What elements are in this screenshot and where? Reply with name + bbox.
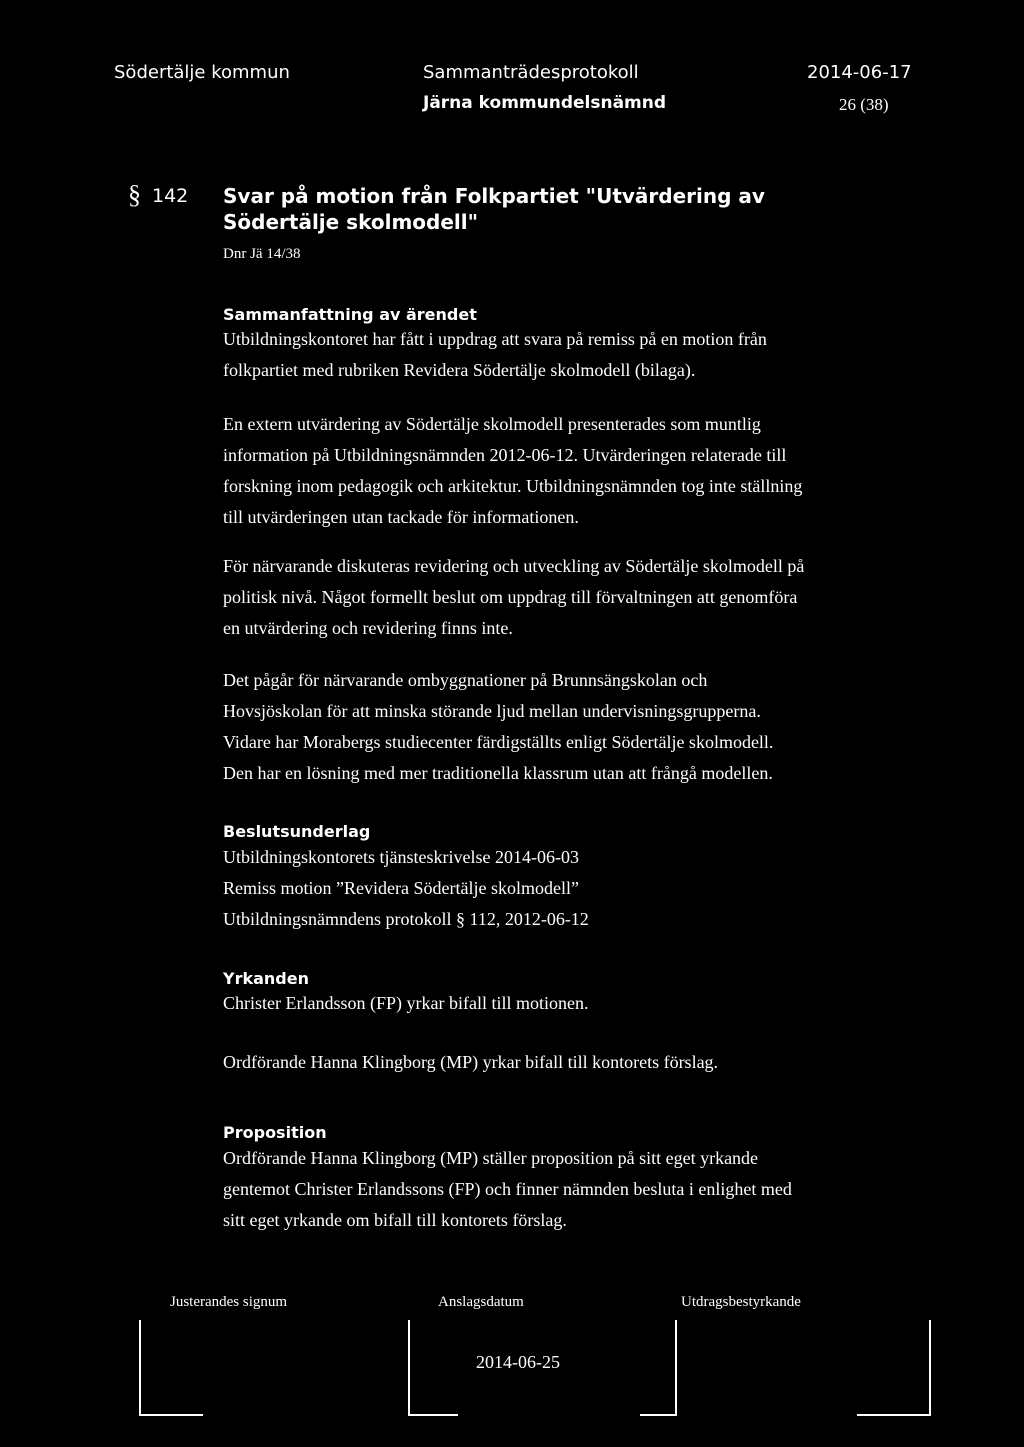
basis-list bbox=[223, 842, 589, 935]
table-divider-1 bbox=[408, 1320, 410, 1416]
table-border-right bbox=[929, 1320, 931, 1416]
text-line: folkpartiet med rubriken Revidera Södertälje skolmodell (bilaga). bbox=[223, 360, 696, 380]
text-line: Den har en lösning med mer traditionella klassrum utan att frångå modellen. bbox=[223, 763, 773, 783]
text-line: sitt eget yrkande om bifall till kontorets förslag. bbox=[223, 1210, 567, 1230]
section-title-line-1: Svar på motion från Folkpartiet "Utvärdering av bbox=[223, 184, 765, 208]
list-item: Ordförande Hanna Klingborg (MP) yrkar bifall till kontorets förslag. bbox=[223, 1052, 719, 1072]
motions-heading: Yrkanden bbox=[223, 969, 309, 988]
section-title-line-2: Södertälje skolmodell" bbox=[223, 210, 479, 234]
summary-heading: Sammanfattning av ärendet bbox=[223, 305, 477, 324]
proposition-paragraph bbox=[223, 1143, 792, 1236]
proposition-heading: Proposition bbox=[223, 1123, 327, 1142]
table-divider-2 bbox=[675, 1320, 677, 1416]
certification-label: Utdragsbestyrkande bbox=[681, 1294, 801, 1310]
summary-paragraph-4 bbox=[223, 665, 773, 789]
table-bottom-segment bbox=[408, 1414, 458, 1416]
text-line: en utvärdering och revidering finns inte. bbox=[223, 618, 513, 638]
signature-label: Justerandes signum bbox=[170, 1294, 288, 1310]
page-number: 26 (38) bbox=[839, 95, 889, 114]
summary-paragraph-1 bbox=[223, 324, 767, 386]
list-item: Remiss motion ”Revidera Södertälje skolmodell” bbox=[223, 878, 579, 898]
motion-item-1 bbox=[223, 988, 588, 1019]
list-item: Utbildningsnämndens protokoll § 112, 2012-06-12 bbox=[223, 909, 589, 929]
text-line: forskning inom pedagogik och arkitektur. Utbildningsnämnden tog inte ställning bbox=[223, 476, 803, 496]
summary-paragraph-2 bbox=[223, 409, 802, 533]
text-line: En extern utvärdering av Södertälje skolmodell presenterades som muntlig bbox=[223, 414, 761, 434]
table-bottom-segment bbox=[640, 1414, 677, 1416]
posting-date-label: Anslagsdatum bbox=[438, 1294, 524, 1310]
section-number: 142 bbox=[152, 185, 189, 207]
basis-heading: Beslutsunderlag bbox=[223, 822, 371, 841]
text-line: Ordförande Hanna Klingborg (MP) ställer proposition på sitt eget yrkande bbox=[223, 1148, 759, 1168]
committee-name: Järna kommundelsnämnd bbox=[423, 93, 667, 113]
summary-paragraph-3 bbox=[223, 551, 804, 644]
text-line: information på Utbildningsnämnden 2012-06-12. Utvärderingen relaterade till bbox=[223, 445, 787, 465]
text-line: gentemot Christer Erlandssons (FP) och finner nämnden besluta i enlighet med bbox=[223, 1179, 792, 1199]
table-border-left bbox=[139, 1320, 141, 1416]
posting-date-value: 2014-06-25 bbox=[476, 1352, 560, 1372]
text-line: till utvärderingen utan tackade för informationen. bbox=[223, 507, 579, 527]
motion-item-2 bbox=[223, 1047, 718, 1078]
case-number: Dnr Jä 14/38 bbox=[223, 246, 301, 262]
text-line: politisk nivå. Något formellt beslut om uppdrag till förvaltningen att genomföra bbox=[223, 587, 798, 607]
text-line: Vidare har Morabergs studiecenter färdigställts enligt Södertälje skolmodell. bbox=[223, 732, 774, 752]
table-bottom-segment bbox=[139, 1414, 203, 1416]
meeting-date: 2014-06-17 bbox=[807, 62, 912, 83]
text-line: Det pågår för närvarande ombyggnationer på Brunnsängskolan och bbox=[223, 670, 708, 690]
text-line: Hovsjöskolan för att minska störande ljud mellan undervisningsgrupperna. bbox=[223, 701, 761, 721]
list-item: Utbildningskontorets tjänsteskrivelse 2014-06-03 bbox=[223, 847, 579, 867]
table-bottom-segment bbox=[857, 1414, 931, 1416]
document-type: Sammanträdesprotokoll bbox=[423, 62, 639, 83]
municipality-name: Södertälje kommun bbox=[114, 62, 290, 83]
text-line: För närvarande diskuteras revidering och utveckling av Södertälje skolmodell på bbox=[223, 556, 805, 576]
text-line: Utbildningskontoret har fått i uppdrag att svara på remiss på en motion från bbox=[223, 329, 767, 349]
list-item: Christer Erlandsson (FP) yrkar bifall till motionen. bbox=[223, 993, 589, 1013]
section-symbol: § bbox=[128, 180, 141, 209]
